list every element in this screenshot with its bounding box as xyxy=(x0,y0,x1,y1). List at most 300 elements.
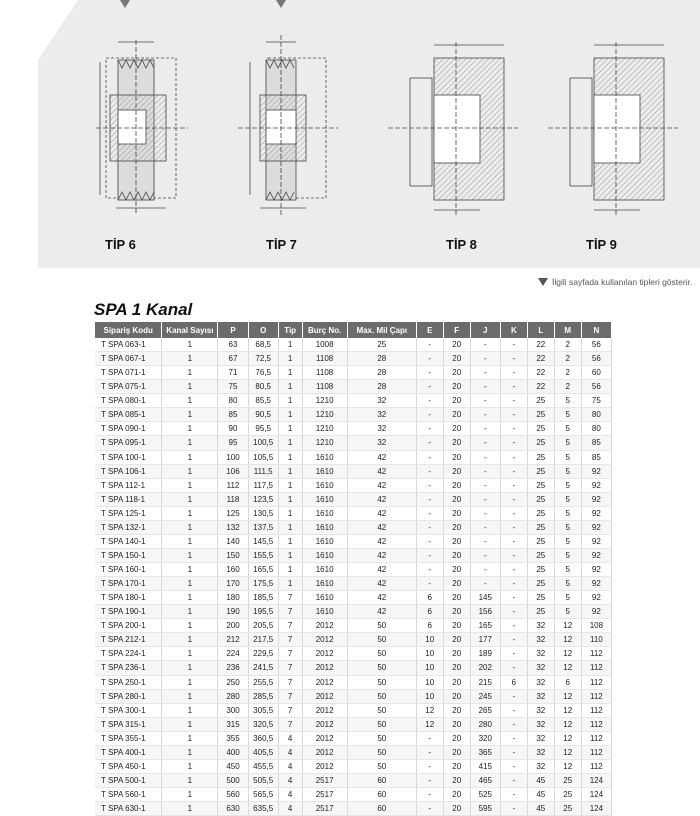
table-row xyxy=(95,788,612,802)
table-row xyxy=(95,577,612,591)
table-cell: 6 xyxy=(416,591,443,605)
table-cell: 20 xyxy=(443,478,470,492)
table-cell: 12 xyxy=(416,703,443,717)
table-cell: 236 xyxy=(218,661,248,675)
table-cell: - xyxy=(416,450,443,464)
table-cell: 5 xyxy=(554,605,581,619)
table-cell: 200 xyxy=(218,619,248,633)
table-cell: 32 xyxy=(347,436,416,450)
table-cell: 170 xyxy=(218,577,248,591)
table-row xyxy=(95,506,612,520)
table-cell: 50 xyxy=(347,689,416,703)
table-cell: 1610 xyxy=(302,563,347,577)
table-cell: 10 xyxy=(416,689,443,703)
table-cell: 42 xyxy=(347,577,416,591)
table-cell: 25 xyxy=(554,802,581,816)
table-cell: 360,5 xyxy=(248,731,278,745)
table-cell: 72,5 xyxy=(248,352,278,366)
table-cell: 1 xyxy=(162,563,218,577)
table-cell: 117,5 xyxy=(248,478,278,492)
table-cell: T SPA 500-1 xyxy=(95,773,162,787)
table-cell: T SPA 085-1 xyxy=(95,408,162,422)
table-cell: 1 xyxy=(162,520,218,534)
table-cell: 124 xyxy=(581,788,611,802)
table-cell: - xyxy=(470,548,500,562)
table-cell: 1108 xyxy=(302,352,347,366)
tip6-drawing xyxy=(96,40,188,215)
table-cell: - xyxy=(470,436,500,450)
table-cell: 90,5 xyxy=(248,408,278,422)
table-row xyxy=(95,619,612,633)
table-cell: 32 xyxy=(527,619,554,633)
table-cell: T SPA 236-1 xyxy=(95,661,162,675)
table-cell: 42 xyxy=(347,520,416,534)
table-cell: 145,5 xyxy=(248,534,278,548)
column-header: J xyxy=(470,322,500,338)
table-cell: 25 xyxy=(527,591,554,605)
table-row xyxy=(95,647,612,661)
table-cell: 20 xyxy=(443,745,470,759)
table-cell: 112 xyxy=(218,478,248,492)
table-cell: 1610 xyxy=(302,591,347,605)
table-row xyxy=(95,436,612,450)
table-cell: 45 xyxy=(527,802,554,816)
table-row xyxy=(95,450,612,464)
table-cell: 4 xyxy=(278,731,302,745)
table-cell: 7 xyxy=(278,703,302,717)
table-cell: 224 xyxy=(218,647,248,661)
table-cell: 112 xyxy=(581,689,611,703)
table-cell: - xyxy=(416,788,443,802)
table-cell: 560 xyxy=(218,788,248,802)
table-cell: T SPA 400-1 xyxy=(95,745,162,759)
table-cell: 32 xyxy=(527,661,554,675)
table-cell: 20 xyxy=(443,380,470,394)
table-cell: 1 xyxy=(278,436,302,450)
table-cell: T SPA 080-1 xyxy=(95,394,162,408)
table-cell: 4 xyxy=(278,773,302,787)
table-cell: - xyxy=(500,450,527,464)
table-cell: 92 xyxy=(581,464,611,478)
spec-table xyxy=(95,322,612,816)
table-cell: 355 xyxy=(218,731,248,745)
table-cell: - xyxy=(500,731,527,745)
table-cell: 20 xyxy=(443,563,470,577)
table-cell: 1610 xyxy=(302,450,347,464)
table-cell: - xyxy=(416,773,443,787)
table-cell: 42 xyxy=(347,464,416,478)
table-cell: 32 xyxy=(527,689,554,703)
table-cell: 28 xyxy=(347,380,416,394)
table-cell: 42 xyxy=(347,605,416,619)
table-cell: 5 xyxy=(554,591,581,605)
table-cell: - xyxy=(500,703,527,717)
table-cell: - xyxy=(416,577,443,591)
table-cell: - xyxy=(500,506,527,520)
table-cell: 525 xyxy=(470,788,500,802)
table-cell: 1 xyxy=(278,548,302,562)
table-cell: 12 xyxy=(554,633,581,647)
table-cell: 202 xyxy=(470,661,500,675)
column-header: O xyxy=(248,322,278,338)
table-row xyxy=(95,338,612,352)
table-cell: - xyxy=(470,422,500,436)
table-cell: T SPA 095-1 xyxy=(95,436,162,450)
table-cell: 1210 xyxy=(302,408,347,422)
table-row xyxy=(95,661,612,675)
table-cell: T SPA 150-1 xyxy=(95,548,162,562)
table-cell: 12 xyxy=(554,647,581,661)
table-row xyxy=(95,759,612,773)
tip6-label: TİP 6 xyxy=(105,237,136,252)
table-cell: 50 xyxy=(347,731,416,745)
table-cell: 20 xyxy=(443,788,470,802)
table-row xyxy=(95,591,612,605)
table-cell: 229,5 xyxy=(248,647,278,661)
table-cell: - xyxy=(416,394,443,408)
table-cell: 42 xyxy=(347,506,416,520)
table-cell: 595 xyxy=(470,802,500,816)
table-cell: 400 xyxy=(218,745,248,759)
table-cell: - xyxy=(470,563,500,577)
table-cell: 85 xyxy=(581,450,611,464)
table-cell: 45 xyxy=(527,773,554,787)
table-cell: 112 xyxy=(581,661,611,675)
table-cell: 5 xyxy=(554,422,581,436)
table-cell: 405,5 xyxy=(248,745,278,759)
table-cell: - xyxy=(470,577,500,591)
table-cell: 165,5 xyxy=(248,563,278,577)
table-cell: 20 xyxy=(443,338,470,352)
table-cell: 5 xyxy=(554,563,581,577)
table-cell: 132 xyxy=(218,520,248,534)
table-cell: 1 xyxy=(162,647,218,661)
table-cell: 217,5 xyxy=(248,633,278,647)
table-cell: 4 xyxy=(278,759,302,773)
table-cell: - xyxy=(416,492,443,506)
table-cell: 1 xyxy=(162,464,218,478)
table-row xyxy=(95,408,612,422)
table-cell: - xyxy=(500,745,527,759)
table-cell: 320 xyxy=(470,731,500,745)
table-cell: - xyxy=(416,352,443,366)
table-cell: 1 xyxy=(278,394,302,408)
table-cell: 1610 xyxy=(302,492,347,506)
table-cell: T SPA 200-1 xyxy=(95,619,162,633)
table-cell: T SPA 112-1 xyxy=(95,478,162,492)
column-header: Tip xyxy=(278,322,302,338)
column-header: L xyxy=(527,322,554,338)
table-row xyxy=(95,633,612,647)
table-cell: - xyxy=(470,534,500,548)
table-cell: T SPA 075-1 xyxy=(95,380,162,394)
table-cell: - xyxy=(416,731,443,745)
table-cell: 125 xyxy=(218,506,248,520)
table-cell: - xyxy=(470,492,500,506)
table-cell: 2012 xyxy=(302,619,347,633)
table-row xyxy=(95,731,612,745)
table-cell: 20 xyxy=(443,703,470,717)
column-header: K xyxy=(500,322,527,338)
table-cell: T SPA 160-1 xyxy=(95,563,162,577)
table-cell: 1 xyxy=(162,689,218,703)
table-cell: 1 xyxy=(162,703,218,717)
table-cell: 155,5 xyxy=(248,548,278,562)
table-cell: 25 xyxy=(527,577,554,591)
table-row xyxy=(95,675,612,689)
table-cell: T SPA 118-1 xyxy=(95,492,162,506)
table-cell: 1 xyxy=(162,745,218,759)
table-cell: 415 xyxy=(470,759,500,773)
column-header: M xyxy=(554,322,581,338)
table-cell: - xyxy=(416,366,443,380)
table-cell: 1 xyxy=(162,506,218,520)
table-cell: 465 xyxy=(470,773,500,787)
table-cell: 1 xyxy=(278,492,302,506)
table-cell: - xyxy=(416,534,443,548)
table-cell: 108 xyxy=(581,619,611,633)
table-cell: 12 xyxy=(554,619,581,633)
table-cell: 255,5 xyxy=(248,675,278,689)
table-cell: 635,5 xyxy=(248,802,278,816)
table-cell: 112 xyxy=(581,703,611,717)
table-cell: 365 xyxy=(470,745,500,759)
table-cell: 112 xyxy=(581,717,611,731)
table-cell: 1610 xyxy=(302,464,347,478)
table-row xyxy=(95,745,612,759)
table-cell: 2 xyxy=(554,352,581,366)
table-cell: 95 xyxy=(218,436,248,450)
table-cell: 20 xyxy=(443,520,470,534)
table-cell: 60 xyxy=(347,788,416,802)
table-row xyxy=(95,548,612,562)
table-cell: - xyxy=(416,745,443,759)
table-cell: 5 xyxy=(554,450,581,464)
table-cell: 20 xyxy=(443,408,470,422)
table-cell: 50 xyxy=(347,703,416,717)
table-cell: 20 xyxy=(443,506,470,520)
table-cell: T SPA 300-1 xyxy=(95,703,162,717)
table-cell: 2012 xyxy=(302,759,347,773)
table-cell: 156 xyxy=(470,605,500,619)
table-cell: - xyxy=(500,366,527,380)
table-cell: 565,5 xyxy=(248,788,278,802)
table-cell: 455,5 xyxy=(248,759,278,773)
table-cell: 42 xyxy=(347,548,416,562)
table-cell: 1 xyxy=(162,534,218,548)
table-cell: 56 xyxy=(581,352,611,366)
table-cell: - xyxy=(500,380,527,394)
table-cell: 20 xyxy=(443,577,470,591)
table-cell: - xyxy=(470,520,500,534)
table-cell: 2012 xyxy=(302,703,347,717)
table-cell: - xyxy=(416,802,443,816)
table-cell: 25 xyxy=(527,450,554,464)
table-cell: 1 xyxy=(162,366,218,380)
table-cell: 25 xyxy=(527,478,554,492)
table-cell: 1 xyxy=(278,506,302,520)
table-cell: - xyxy=(416,478,443,492)
table-cell: - xyxy=(500,408,527,422)
table-cell: 1 xyxy=(278,366,302,380)
table-cell: 1108 xyxy=(302,366,347,380)
table-cell: - xyxy=(470,338,500,352)
table-cell: 92 xyxy=(581,563,611,577)
table-cell: 25 xyxy=(554,788,581,802)
table-cell: 1 xyxy=(162,619,218,633)
table-cell: T SPA 250-1 xyxy=(95,675,162,689)
table-cell: 7 xyxy=(278,591,302,605)
table-cell: 7 xyxy=(278,633,302,647)
table-cell: - xyxy=(416,422,443,436)
table-cell: 20 xyxy=(443,675,470,689)
table-cell: 111,5 xyxy=(248,464,278,478)
table-cell: 1 xyxy=(162,633,218,647)
column-header: Sipariş Kodu xyxy=(95,322,162,338)
table-cell: 2517 xyxy=(302,788,347,802)
table-cell: 1 xyxy=(162,773,218,787)
table-cell: 106 xyxy=(218,464,248,478)
table-header-row xyxy=(95,322,612,338)
table-cell: T SPA 280-1 xyxy=(95,689,162,703)
table-cell: 1 xyxy=(278,520,302,534)
table-cell: 2 xyxy=(554,338,581,352)
table-cell: 92 xyxy=(581,506,611,520)
table-cell: 20 xyxy=(443,422,470,436)
table-cell: 20 xyxy=(443,717,470,731)
column-header: N xyxy=(581,322,611,338)
table-cell: 28 xyxy=(347,366,416,380)
table-row xyxy=(95,394,612,408)
footnote xyxy=(538,277,692,287)
pulley-drawings xyxy=(38,0,700,268)
table-cell: 32 xyxy=(527,745,554,759)
column-header: E xyxy=(416,322,443,338)
table-cell: 165 xyxy=(470,619,500,633)
tip9-label: TİP 9 xyxy=(586,237,617,252)
table-cell: 1 xyxy=(162,548,218,562)
table-cell: - xyxy=(500,717,527,731)
table-cell: T SPA 090-1 xyxy=(95,422,162,436)
table-cell: T SPA 224-1 xyxy=(95,647,162,661)
table-cell: - xyxy=(500,661,527,675)
table-cell: 25 xyxy=(527,563,554,577)
table-cell: - xyxy=(470,478,500,492)
table-cell: 80 xyxy=(581,408,611,422)
tip8-drawing xyxy=(388,42,518,215)
table-cell: 5 xyxy=(554,478,581,492)
table-cell: 1 xyxy=(162,731,218,745)
table-cell: - xyxy=(500,520,527,534)
table-cell: 50 xyxy=(347,745,416,759)
table-cell: 32 xyxy=(527,633,554,647)
table-cell: 241,5 xyxy=(248,661,278,675)
table-cell: 112 xyxy=(581,745,611,759)
table-cell: 67 xyxy=(218,352,248,366)
table-cell: 2012 xyxy=(302,717,347,731)
table-cell: - xyxy=(470,394,500,408)
column-header: Burç No. xyxy=(302,322,347,338)
table-cell: T SPA 125-1 xyxy=(95,506,162,520)
table-cell: 7 xyxy=(278,717,302,731)
table-cell: 6 xyxy=(416,605,443,619)
table-cell: 2012 xyxy=(302,731,347,745)
table-cell: T SPA 132-1 xyxy=(95,520,162,534)
table-cell: - xyxy=(500,492,527,506)
table-cell: 20 xyxy=(443,773,470,787)
table-cell: - xyxy=(470,506,500,520)
table-cell: - xyxy=(500,394,527,408)
footnote-text: İlgili sayfada kullanılan tipleri gösterir. xyxy=(552,277,693,287)
table-cell: 177 xyxy=(470,633,500,647)
table-cell: 315 xyxy=(218,717,248,731)
table-cell: 85 xyxy=(581,436,611,450)
table-row xyxy=(95,563,612,577)
tip7-drawing xyxy=(238,35,338,215)
table-cell: 71 xyxy=(218,366,248,380)
table-cell: 1 xyxy=(278,422,302,436)
table-cell: 95,5 xyxy=(248,422,278,436)
table-cell: 20 xyxy=(443,492,470,506)
table-cell: 5 xyxy=(554,506,581,520)
table-cell: - xyxy=(470,380,500,394)
table-cell: - xyxy=(416,563,443,577)
table-cell: 2517 xyxy=(302,773,347,787)
table-cell: - xyxy=(500,759,527,773)
table-cell: 300 xyxy=(218,703,248,717)
table-cell: 60 xyxy=(347,773,416,787)
table-cell: 25 xyxy=(527,520,554,534)
table-cell: - xyxy=(500,633,527,647)
table-cell: 175,5 xyxy=(248,577,278,591)
tip7-label: TİP 7 xyxy=(266,237,297,252)
table-cell: 2012 xyxy=(302,647,347,661)
table-cell: 630 xyxy=(218,802,248,816)
table-cell: 1108 xyxy=(302,380,347,394)
table-cell: 124 xyxy=(581,802,611,816)
table-cell: 22 xyxy=(527,338,554,352)
table-cell: 25 xyxy=(527,464,554,478)
table-cell: 137,5 xyxy=(248,520,278,534)
table-cell: 305,5 xyxy=(248,703,278,717)
table-cell: 32 xyxy=(347,422,416,436)
table-cell: 50 xyxy=(347,759,416,773)
table-cell: 12 xyxy=(416,717,443,731)
table-cell: 6 xyxy=(416,619,443,633)
table-cell: 195,5 xyxy=(248,605,278,619)
table-cell: 50 xyxy=(347,661,416,675)
table-cell: 100,5 xyxy=(248,436,278,450)
table-cell: 20 xyxy=(443,436,470,450)
table-cell: - xyxy=(500,548,527,562)
table-cell: 1610 xyxy=(302,605,347,619)
table-cell: 7 xyxy=(278,689,302,703)
table-row xyxy=(95,520,612,534)
table-cell: 32 xyxy=(527,759,554,773)
table-cell: - xyxy=(500,619,527,633)
table-cell: 20 xyxy=(443,450,470,464)
table-cell: 60 xyxy=(581,366,611,380)
table-cell: 20 xyxy=(443,619,470,633)
table-cell: - xyxy=(416,520,443,534)
table-cell: 1 xyxy=(278,534,302,548)
table-cell: T SPA 170-1 xyxy=(95,577,162,591)
table-cell: 1 xyxy=(162,436,218,450)
table-cell: 1 xyxy=(162,450,218,464)
table-cell: 110 xyxy=(581,633,611,647)
table-cell: 1 xyxy=(162,422,218,436)
table-cell: 1 xyxy=(162,380,218,394)
